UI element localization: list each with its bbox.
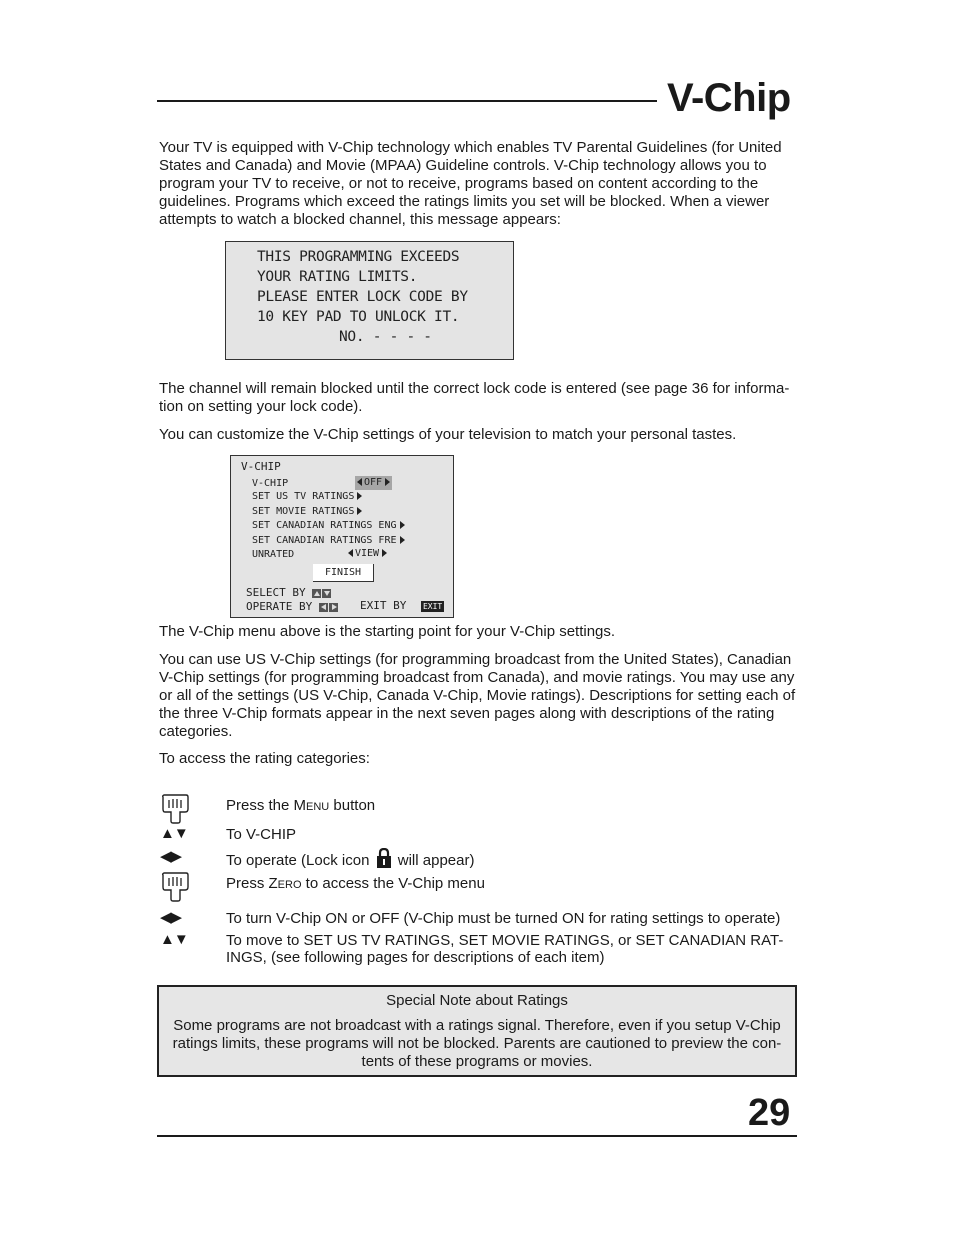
- left-arrow-icon: [357, 478, 362, 486]
- up-key-icon: [312, 589, 321, 598]
- menu-item-unrated[interactable]: UNRATED: [252, 549, 295, 560]
- up-down-arrows-icon: ▲▼: [160, 931, 188, 948]
- right-arrow-icon: [357, 492, 362, 500]
- right-arrow-icon: [385, 478, 390, 486]
- settings-paragraph: You can use US V-Chip settings (for programming broadcast from the United States), Canadian V-Chip settings (for programming broadcast from Canada), and movie ratings. You may use any or all of the settings (US V-Chip, Canada V-Chip, Movie ratings). Descriptions for setting each of the three V-Chip formats appear in the next seven pages along with descriptions of the rating categories.: [159, 651, 796, 740]
- exit-hint: EXIT BY EXIT: [360, 599, 443, 612]
- menu-start-paragraph: The V-Chip menu above is the starting point for your V-Chip settings.: [159, 623, 616, 640]
- left-key-icon: [319, 603, 328, 612]
- intro-paragraph: Your TV is equipped with V-Chip technology which enables TV Parental Guidelines (for United States and Canada) and Movie (MPAA) Guideline controls. V-Chip technology allows you to program your TV to receive, or not to receive, programs based on content according to the guidelines. Programs which exceed the ratings limits you set will be blocked. When a viewer attempts to watch a blocked channel, this message appears:: [159, 139, 782, 228]
- right-arrow-icon: [400, 521, 405, 529]
- left-right-arrows-icon: ◀▶: [160, 909, 182, 926]
- right-key-icon: [329, 603, 338, 612]
- zero-key-label: Zero: [268, 875, 302, 892]
- finish-button[interactable]: FINISH: [313, 564, 374, 582]
- customize-paragraph: You can customize the V-Chip settings of your television to match your personal tastes.: [159, 426, 737, 443]
- menu-item-vchip[interactable]: V-CHIP: [252, 478, 289, 489]
- step-press-zero: Press Zero to access the V-Chip menu: [226, 875, 485, 892]
- right-arrow-icon: [400, 536, 405, 544]
- menu-item-set-movie-ratings[interactable]: SET MOVIE RATINGS: [252, 506, 362, 517]
- lock-line-2: YOUR RATING LIMITS.: [257, 269, 418, 285]
- select-hint: SELECT BY: [246, 586, 332, 599]
- lock-line-4: 10 KEY PAD TO UNLOCK IT.: [257, 309, 460, 325]
- special-note-box: [157, 985, 797, 1077]
- lock-line-1: THIS PROGRAMMING EXCEEDS: [257, 249, 460, 265]
- menu-key-label: Menu: [293, 797, 330, 814]
- step-toggle-vchip: To turn V-Chip ON or OFF (V-Chip must be turned ON for rating settings to operate): [226, 910, 781, 927]
- exit-key-icon: EXIT: [422, 601, 443, 611]
- vchip-value: OFF: [364, 477, 383, 488]
- operate-hint: OPERATE BY: [246, 600, 339, 613]
- menu-item-set-us-tv-ratings[interactable]: SET US TV RATINGS: [252, 491, 362, 502]
- vchip-value-selector[interactable]: [355, 476, 392, 490]
- vchip-menu-screen: [230, 455, 454, 618]
- menu-item-set-canadian-fre[interactable]: SET CANADIAN RATINGS FRE: [252, 535, 405, 546]
- right-arrow-icon: [382, 549, 387, 557]
- right-arrow-icon: [357, 507, 362, 515]
- left-arrow-icon: [348, 549, 353, 557]
- footer-rule: [157, 1135, 797, 1137]
- press-hand-icon: [160, 794, 190, 824]
- header-rule: [157, 100, 657, 102]
- menu-item-set-canadian-eng[interactable]: SET CANADIAN RATINGS ENG: [252, 520, 405, 531]
- blocked-paragraph: The channel will remain blocked until the correct lock code is entered (see page 36 for informa-tion on setting your lock code).: [159, 380, 790, 415]
- unrated-value-selector[interactable]: [348, 548, 387, 559]
- down-key-icon: [322, 589, 331, 598]
- blocked-message-screen: [225, 241, 514, 360]
- page-title: V-Chip: [667, 76, 791, 120]
- step-to-operate: To operate (Lock icon will appear): [226, 848, 474, 869]
- left-right-arrows-icon: ◀▶: [160, 848, 182, 865]
- menu-title: V-CHIP: [241, 460, 281, 473]
- unrated-value: VIEW: [355, 548, 380, 559]
- step-to-vchip: To V-CHIP: [226, 826, 297, 843]
- up-down-arrows-icon: ▲▼: [160, 825, 188, 842]
- lock-icon: [376, 848, 392, 868]
- note-body: Some programs are not broadcast with a ratings signal. Therefore, even if you setup V-Chip ratings limits, these programs will not be blocked. Parents are cautioned to preview the con-tents of these programs or movies.: [172, 1017, 782, 1070]
- step-press-menu: Press the Menu button: [226, 797, 376, 814]
- lock-code-prompt: NO. - - - -: [339, 329, 432, 345]
- page-number: 29: [748, 1092, 791, 1134]
- note-heading: Special Note about Ratings: [386, 992, 568, 1009]
- press-hand-icon: [160, 872, 190, 902]
- access-paragraph: To access the rating categories:: [159, 750, 370, 767]
- lock-line-3: PLEASE ENTER LOCK CODE BY: [257, 289, 468, 305]
- step-move-to-settings: To move to SET US TV RATINGS, SET MOVIE RATINGS, or SET CANADIAN RAT-INGS, (see following pages for descriptions of each item): [226, 932, 784, 966]
